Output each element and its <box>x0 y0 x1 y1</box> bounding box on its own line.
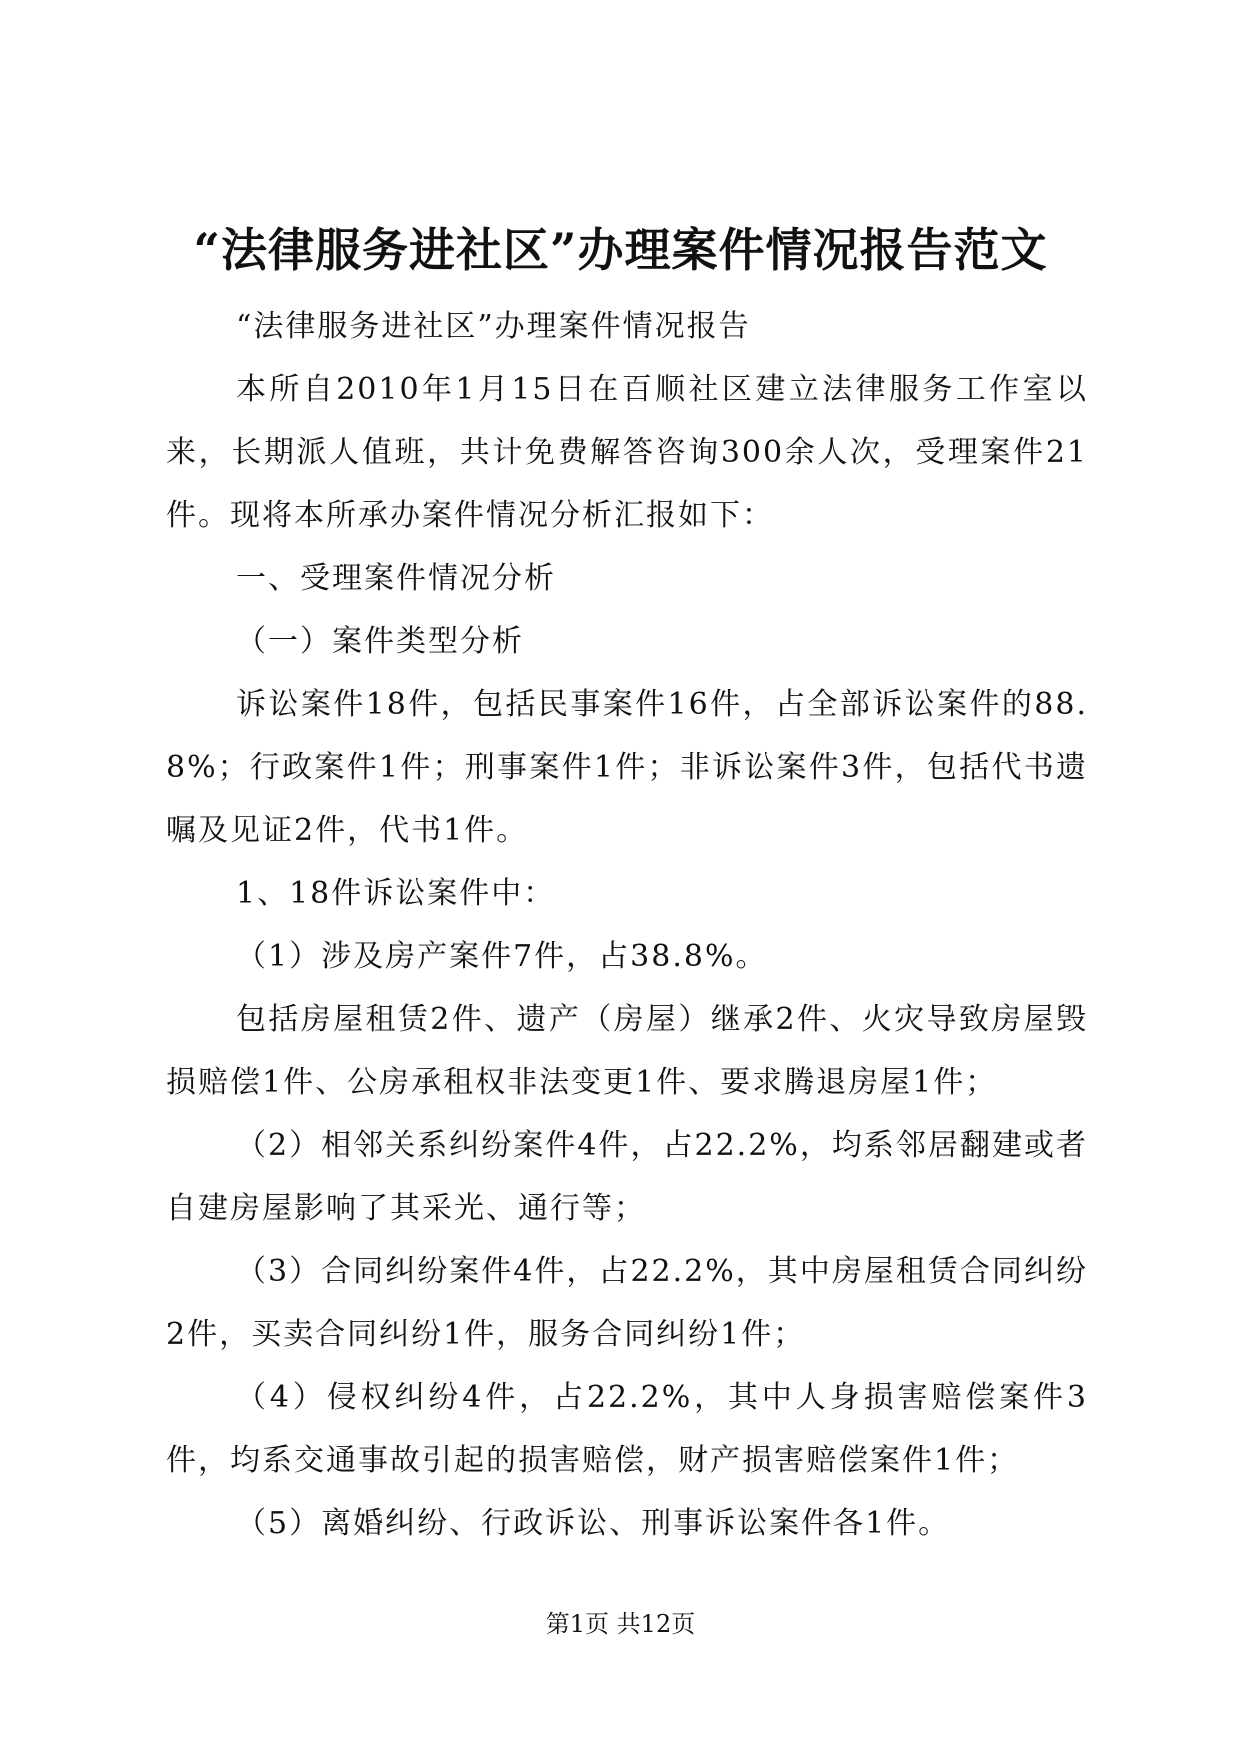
list-item: （1）涉及房产案件7件，占38.8%。 <box>236 939 768 974</box>
subtitle-paragraph: “法律服务进社区”办理案件情况报告 <box>236 309 751 344</box>
subsection-heading: （一）案件类型分析 <box>236 624 524 659</box>
list-item: （5）离婚纠纷、行政诉讼、刑事诉讼案件各1件。 <box>236 1506 951 1541</box>
section-heading: 一、受理案件情况分析 <box>236 561 556 596</box>
document-title: “法律服务进社区”办理案件情况报告范文 <box>193 223 1048 277</box>
list-heading: 1、18件诉讼案件中： <box>236 876 556 911</box>
body-paragraph: 诉讼案件18件，包括民事案件16件，占全部诉讼案件的88.8%；行政案件1件；刑事案件1件；非诉讼案件3件，包括代书遗嘱及见证2件，代书1件。 <box>166 687 1088 848</box>
list-item: （2）相邻关系纠纷案件4件，占22.2%，均系邻居翻建或者自建房屋影响了其采光、通行等； <box>166 1128 1088 1226</box>
list-item: （4）侵权纠纷4件，占22.2%，其中人身损害赔偿案件3件，均系交通事故引起的损害赔偿，财产损害赔偿案件1件； <box>166 1380 1088 1478</box>
intro-paragraph: 本所自2010年1月15日在百顺社区建立法律服务工作室以来，长期派人值班，共计免费解答咨询300余人次，受理案件21件。现将本所承办案件情况分析汇报如下： <box>166 372 1088 533</box>
page-number-footer: 第1页 共12页 <box>545 1610 696 1638</box>
body-paragraph: 包括房屋租赁2件、遗产（房屋）继承2件、火灾导致房屋毁损赔偿1件、公房承租权非法变更1件、要求腾退房屋1件； <box>166 1002 1088 1100</box>
list-item: （3）合同纠纷案件4件，占22.2%，其中房屋租赁合同纠纷2件，买卖合同纠纷1件，服务合同纠纷1件； <box>166 1254 1088 1352</box>
document-body <box>166 295 1088 1555</box>
